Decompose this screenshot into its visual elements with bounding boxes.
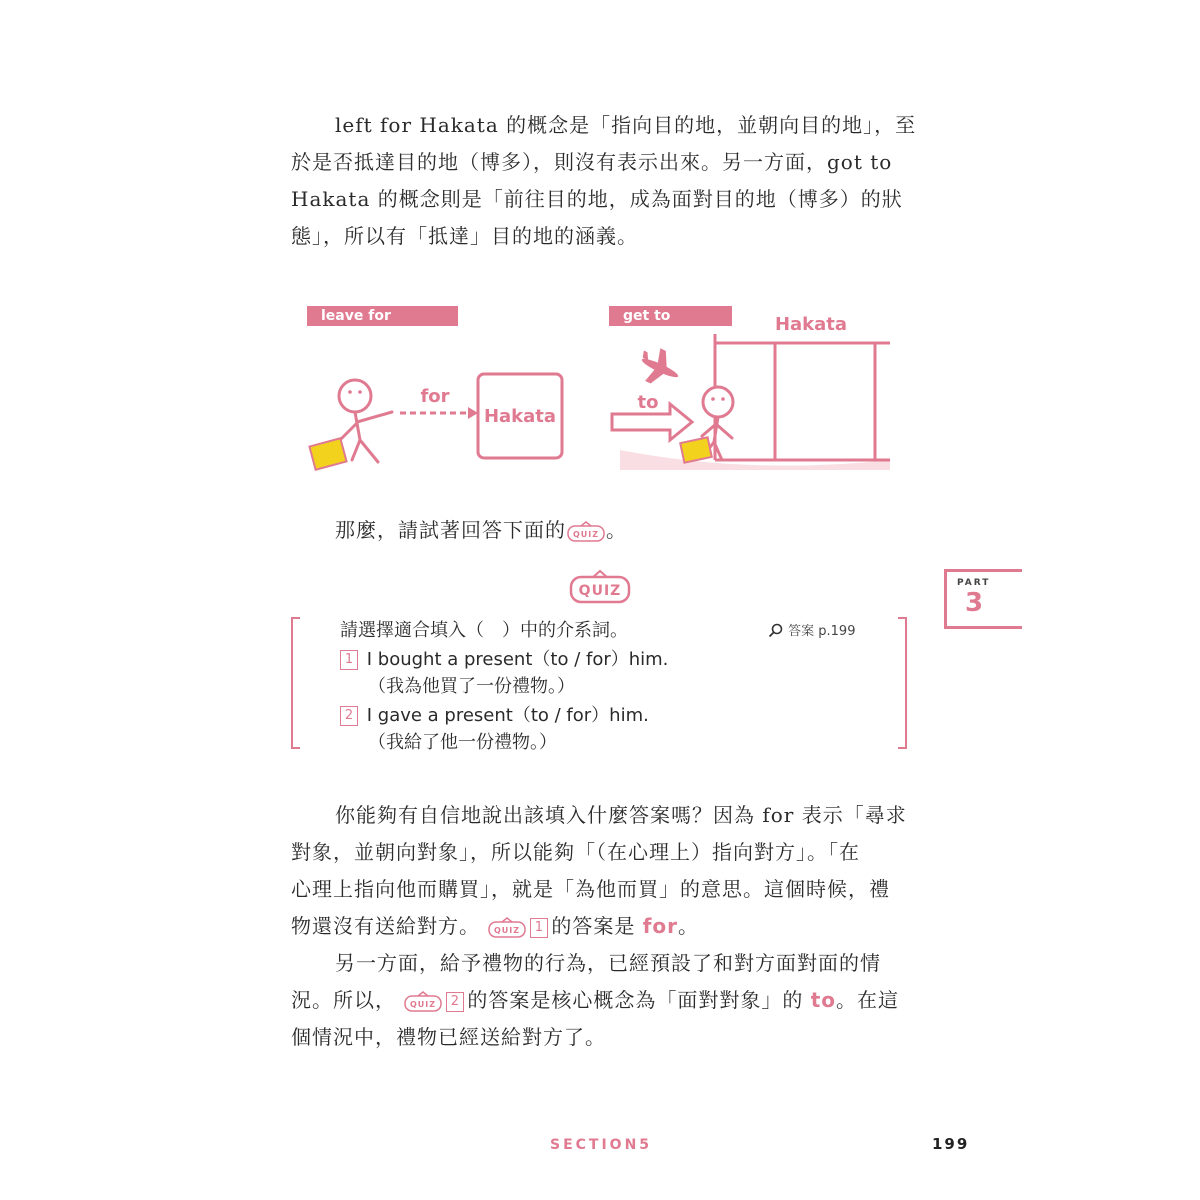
quiz-mini-icon xyxy=(566,521,606,543)
quiz-item-2-en: I gave a present（to / for）him. xyxy=(366,705,649,726)
intro-line-1: left for Hakata 的概念是「指向目的地，並朝向目的地」，至 xyxy=(335,113,917,137)
person-figure-left xyxy=(338,380,392,462)
leave-for-tag: leave for Hakata xyxy=(307,306,458,326)
prompt-text: 那麼，請試著回答下面的 xyxy=(335,518,566,542)
get-to-diagram xyxy=(600,300,900,480)
quiz-item-2 xyxy=(340,701,649,727)
get-to-tag: get to Hakata xyxy=(609,306,732,326)
answer-2-number: 2 xyxy=(446,992,464,1012)
quiz-item-2-zh: （我給了他一份禮物。） xyxy=(368,732,557,753)
for-label: for xyxy=(420,386,450,407)
explain-line-6: 況。所以， QUIZ 2 的答案是核心概念為「面對對象」的 to。在這 xyxy=(291,988,900,1012)
page-number: 199 xyxy=(932,1135,970,1153)
explain-line-3: 心理上指向他而購買」，就是「為他而買」的意思。這個時候，禮 xyxy=(291,877,890,901)
quiz-mini-icon xyxy=(487,917,527,939)
explain-line-2: 對象，並朝向對象」，所以能夠「（在心理上）指向對方」。「在 xyxy=(291,840,860,864)
quiz-item-2-number: 2 xyxy=(340,706,358,726)
answer-1-number: 1 xyxy=(530,918,548,938)
part-label: PART xyxy=(957,578,991,588)
to-label: to xyxy=(637,392,659,413)
prompt-paragraph xyxy=(291,512,909,549)
magnifier-icon xyxy=(768,623,784,637)
part-tab xyxy=(944,569,1022,629)
answer-2-to: to xyxy=(810,988,837,1012)
explain-line-1: 你能夠有自信地說出該填入什麼答案嗎？因為 for 表示「尋求 xyxy=(335,803,907,827)
svg-text:QUIZ: QUIZ xyxy=(578,583,622,599)
answer-1-for: for xyxy=(642,914,679,938)
quiz-item-1-number: 1 xyxy=(340,650,358,670)
building-label: Hakata xyxy=(774,314,848,335)
quiz-badge xyxy=(568,568,632,606)
intro-line-3: Hakata 的概念則是「前往目的地，成為面對目的地（博多）的狀 xyxy=(291,187,903,211)
hakata-box-label: Hakata xyxy=(483,406,557,427)
quiz-box xyxy=(290,616,908,753)
prompt-end: 。 xyxy=(606,518,627,542)
section-label: SECTION5 xyxy=(550,1137,653,1153)
building xyxy=(715,334,890,460)
quiz-mini-icon xyxy=(403,991,443,1013)
shopping-bag-icon xyxy=(680,437,712,462)
airplane-icon xyxy=(632,342,685,392)
explanation-paragraph xyxy=(291,797,909,1056)
quiz-instruction: 請選擇適合填入（ ）中的介系詞。 xyxy=(340,620,628,641)
part-number: 3 xyxy=(965,588,984,618)
svg-text:QUIZ: QUIZ xyxy=(494,925,521,935)
explain-line-5: 另一方面，給予禮物的行為，已經預設了和對方面對面的情 xyxy=(335,951,881,975)
intro-line-4: 態」，所以有「抵達」目的地的涵義。 xyxy=(291,224,638,248)
svg-text:QUIZ: QUIZ xyxy=(410,999,437,1009)
quiz-item-1 xyxy=(340,645,668,671)
intro-line-2: 於是否抵達目的地（博多），則沒有表示出來。另一方面，got to xyxy=(291,150,893,174)
quiz-item-1-en: I bought a present（to / for）him. xyxy=(366,649,669,670)
shopping-bag-icon xyxy=(309,438,346,469)
quiz-item-1-zh: （我為他買了一份禮物。） xyxy=(368,676,575,697)
explain-line-7: 個情況中，禮物已經送給對方了。 xyxy=(291,1025,606,1049)
explain-line-4: 物還沒有送給對方。 QUIZ 1 的答案是 for。 xyxy=(291,914,700,938)
leave-for-diagram xyxy=(300,330,580,480)
intro-paragraph xyxy=(291,107,917,255)
svg-text:QUIZ: QUIZ xyxy=(572,529,600,539)
answer-ref: 答案 p.199 xyxy=(768,620,855,639)
